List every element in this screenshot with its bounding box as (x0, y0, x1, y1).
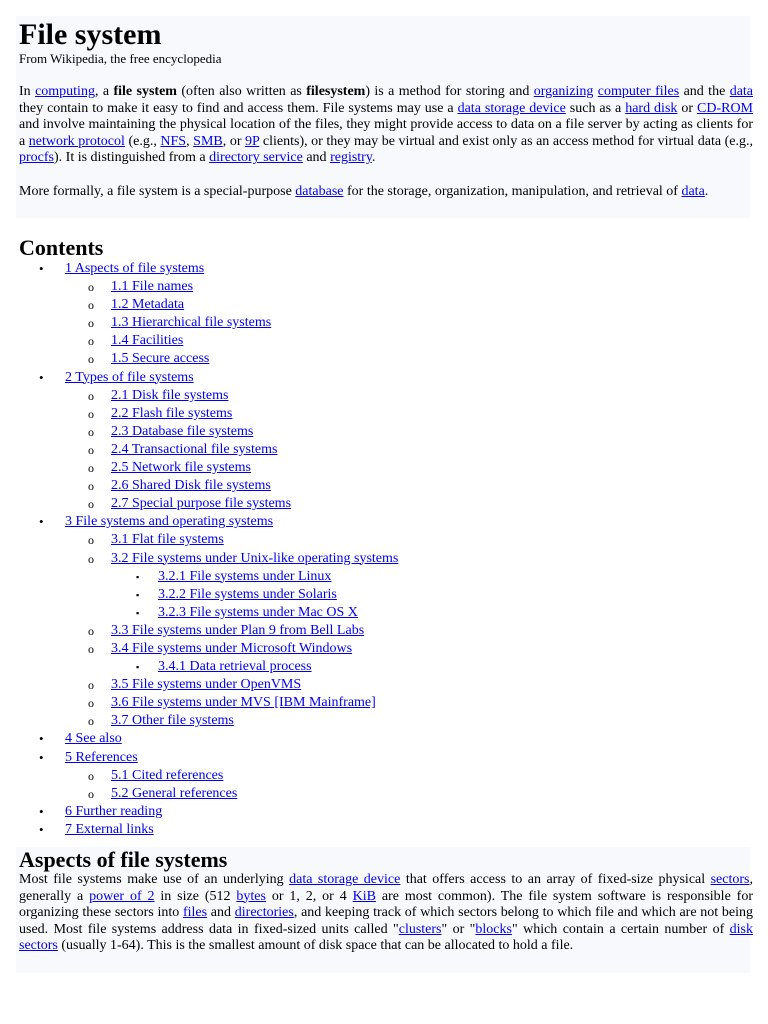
toc-bullet-icon: o (88, 714, 94, 729)
toc-item (0, 640, 768, 658)
contents-heading: Contents (19, 235, 104, 260)
table-of-contents (0, 260, 768, 839)
toc-item (0, 767, 768, 785)
toc-link[interactable]: 3.1 Flat file systems (111, 532, 224, 548)
toc-link[interactable]: 3.2.2 File systems under Solaris (158, 586, 337, 602)
toc-bullet-icon: • (39, 803, 44, 819)
link-disk-sectors[interactable]: disk sectors (19, 921, 753, 954)
toc-link[interactable]: 3.2.1 File systems under Linux (158, 568, 332, 584)
toc-link[interactable]: 5.1 Cited references (111, 767, 224, 783)
toc-link[interactable]: 1.3 Hierarchical file systems (111, 315, 272, 331)
toc-link[interactable]: 1.2 Metadata (111, 297, 185, 313)
toc-bullet-icon: o (88, 334, 94, 349)
toc-item (0, 604, 768, 622)
toc-item (0, 513, 768, 531)
toc-item (0, 495, 768, 513)
toc-item (0, 803, 768, 821)
aspects-paragraph: Most file systems make use of an underlying data storage device that offers access to an array of fixed-size physical sectors, generally a power of 2 in size (512 bytes or 1, 2, or 4 KiB are most common). The file system software is responsible for organizing these sectors into files and directories, and keeping track of which sectors belong to which file and which are not being used. Most file systems address data in fixed-sized units called "clusters" or "blocks" which contain a certain number of disk sectors (usually 1-64). This is the smallest amount of disk space that can be allocated to hold a file. (19, 872, 753, 954)
toc-link[interactable]: 3.2 File systems under Unix-like operating systems (111, 550, 399, 566)
toc-bullet-icon: o (88, 479, 94, 494)
link-9p[interactable]: 9P (245, 133, 260, 149)
toc-bullet-icon: • (39, 731, 44, 747)
link-directory-service[interactable]: directory service (209, 150, 303, 166)
link-organizing[interactable]: organizing (533, 84, 594, 99)
toc-item (0, 387, 768, 405)
toc-item (0, 332, 768, 350)
toc-bullet-icon: o (88, 316, 94, 331)
toc-bullet-icon: o (88, 424, 94, 439)
bold-term: filesystem (306, 84, 366, 99)
toc-bullet-icon: o (88, 678, 94, 693)
toc-link[interactable]: 3 File systems and operating systems (65, 514, 274, 530)
toc-bullet-icon: ▪ (136, 571, 140, 582)
toc-bullet-icon: ▪ (136, 662, 140, 673)
toc-bullet-icon: o (88, 533, 94, 548)
toc-item (0, 586, 768, 604)
toc-link[interactable]: 4 See also (65, 731, 122, 747)
toc-bullet-icon: o (88, 786, 94, 801)
toc-link[interactable]: 5.2 General references (111, 785, 238, 801)
toc-link[interactable]: 2.3 Database file systems (111, 423, 254, 439)
link-registry[interactable]: registry (330, 150, 372, 166)
bold-term: file system (113, 84, 177, 99)
toc-item (0, 260, 768, 278)
link-hard-disk[interactable]: hard disk (625, 100, 678, 116)
toc-item (0, 350, 768, 368)
toc-link[interactable]: 3.5 File systems under OpenVMS (111, 677, 302, 693)
toc-item (0, 278, 768, 296)
section-heading-aspects: Aspects of file systems (19, 847, 228, 872)
link-computer-files[interactable]: computer files (597, 84, 680, 99)
link-database[interactable]: database (295, 184, 344, 199)
link-kib[interactable]: KiB (352, 888, 376, 904)
page-title: File system (19, 18, 162, 51)
toc-bullet-icon: o (88, 497, 94, 512)
toc-link[interactable]: 1.1 File names (111, 279, 194, 295)
link-computing[interactable]: computing (35, 84, 95, 99)
toc-link[interactable]: 3.6 File systems under MVS [IBM Mainframe] (111, 695, 376, 711)
link-clusters[interactable]: clusters (398, 921, 442, 937)
toc-bullet-icon: o (88, 696, 94, 711)
toc-item (0, 694, 768, 712)
link-network-protocol[interactable]: network protocol (28, 133, 125, 149)
toc-link[interactable]: 3.2.3 File systems under Mac OS X (158, 604, 358, 620)
toc-bullet-icon: o (88, 352, 94, 367)
toc-item (0, 441, 768, 459)
intro-paragraph-1: In computing, a file system (often also written as filesystem) is a method for storing and organizing computer files and the data they contain to make it easy to find and access them. File systems may use a data storage device such as a hard disk or CD-ROM and involve maintaining the physical location of the files, they might provide access to data on a file server by acting as clients for a network protocol (e.g., NFS, SMB, or 9P clients), or they may be virtual and exist only as an access method for virtual data (e.g., procfs). It is distinguished from a directory service and registry. (19, 84, 754, 166)
toc-item (0, 369, 768, 387)
toc-item (0, 423, 768, 441)
toc-item (0, 730, 768, 748)
link-data-storage-device[interactable]: data storage device (289, 872, 401, 887)
toc-bullet-icon: • (39, 749, 44, 765)
toc-link[interactable]: 2.4 Transactional file systems (111, 441, 278, 457)
toc-bullet-icon: o (88, 623, 94, 638)
toc-item (0, 658, 768, 676)
link-data[interactable]: data (729, 84, 754, 99)
toc-item (0, 314, 768, 332)
link-data-storage-device[interactable]: data storage device (457, 100, 566, 116)
toc-item (0, 821, 768, 839)
toc-link[interactable]: 2 Types of file systems (65, 369, 194, 385)
toc-link[interactable]: 3.3 File systems under Plan 9 from Bell Labs (111, 622, 365, 638)
toc-link[interactable]: 6 Further reading (65, 803, 163, 819)
toc-item (0, 550, 768, 568)
link-smb[interactable]: SMB (193, 133, 223, 149)
toc-item (0, 459, 768, 477)
link-cd-rom[interactable]: CD-ROM (697, 100, 754, 116)
toc-link[interactable]: 2.1 Disk file systems (111, 387, 229, 403)
link-directories[interactable]: directories (234, 905, 294, 921)
toc-item (0, 477, 768, 495)
toc-link[interactable]: 7 External links (65, 821, 154, 837)
link-data[interactable]: data (681, 184, 705, 199)
toc-link[interactable]: 3.7 Other file systems (111, 713, 234, 729)
toc-link[interactable]: 1.4 Facilities (111, 333, 184, 349)
toc-bullet-icon: • (39, 261, 44, 276)
link-power-of-2[interactable]: power of 2 (89, 888, 155, 904)
toc-bullet-icon: • (39, 821, 44, 837)
link-procfs[interactable]: procfs (19, 150, 54, 166)
toc-link[interactable]: 3.4 File systems under Microsoft Windows (111, 640, 353, 656)
toc-link[interactable]: 5 References (65, 749, 138, 765)
toc-item (0, 405, 768, 423)
toc-link[interactable]: 2.5 Network file systems (111, 460, 251, 476)
toc-bullet-icon: o (88, 768, 94, 783)
toc-item (0, 712, 768, 730)
toc-item (0, 676, 768, 694)
toc-bullet-icon: o (88, 641, 94, 656)
toc-item (0, 749, 768, 767)
link-nfs[interactable]: NFS (160, 133, 187, 149)
toc-link[interactable]: 2.6 Shared Disk file systems (111, 478, 271, 494)
toc-link[interactable]: 1.5 Secure access (111, 351, 210, 367)
toc-item (0, 622, 768, 640)
toc-bullet-icon: o (88, 406, 94, 421)
link-files[interactable]: files (182, 905, 208, 921)
toc-bullet-icon: o (88, 298, 94, 313)
toc-bullet-icon: o (88, 442, 94, 457)
intro-paragraph-2: More formally, a file system is a special-purpose database for the storage, organization, manipulation, and retrieval of data. (19, 184, 709, 199)
toc-bullet-icon: • (39, 369, 44, 385)
link-bytes[interactable]: bytes (236, 888, 266, 904)
toc-bullet-icon: o (88, 461, 94, 476)
toc-item (0, 531, 768, 549)
toc-link[interactable]: 2.2 Flash file systems (111, 405, 233, 421)
toc-bullet-icon: ▪ (136, 589, 140, 600)
toc-bullet-icon: o (88, 388, 94, 403)
toc-link[interactable]: 3.4.1 Data retrieval process (158, 659, 312, 675)
toc-bullet-icon: • (39, 514, 44, 530)
toc-link[interactable]: 1 Aspects of file systems (65, 261, 205, 276)
toc-item (0, 785, 768, 803)
link-blocks[interactable]: blocks (475, 921, 512, 937)
link-sectors[interactable]: sectors (710, 872, 750, 887)
toc-bullet-icon: o (88, 280, 94, 295)
toc-bullet-icon: ▪ (136, 607, 140, 618)
toc-item (0, 296, 768, 314)
toc-bullet-icon: o (88, 551, 94, 566)
toc-item (0, 568, 768, 586)
toc-link[interactable]: 2.7 Special purpose file systems (111, 496, 292, 512)
page-subtitle: From Wikipedia, the free encyclopedia (19, 51, 222, 66)
